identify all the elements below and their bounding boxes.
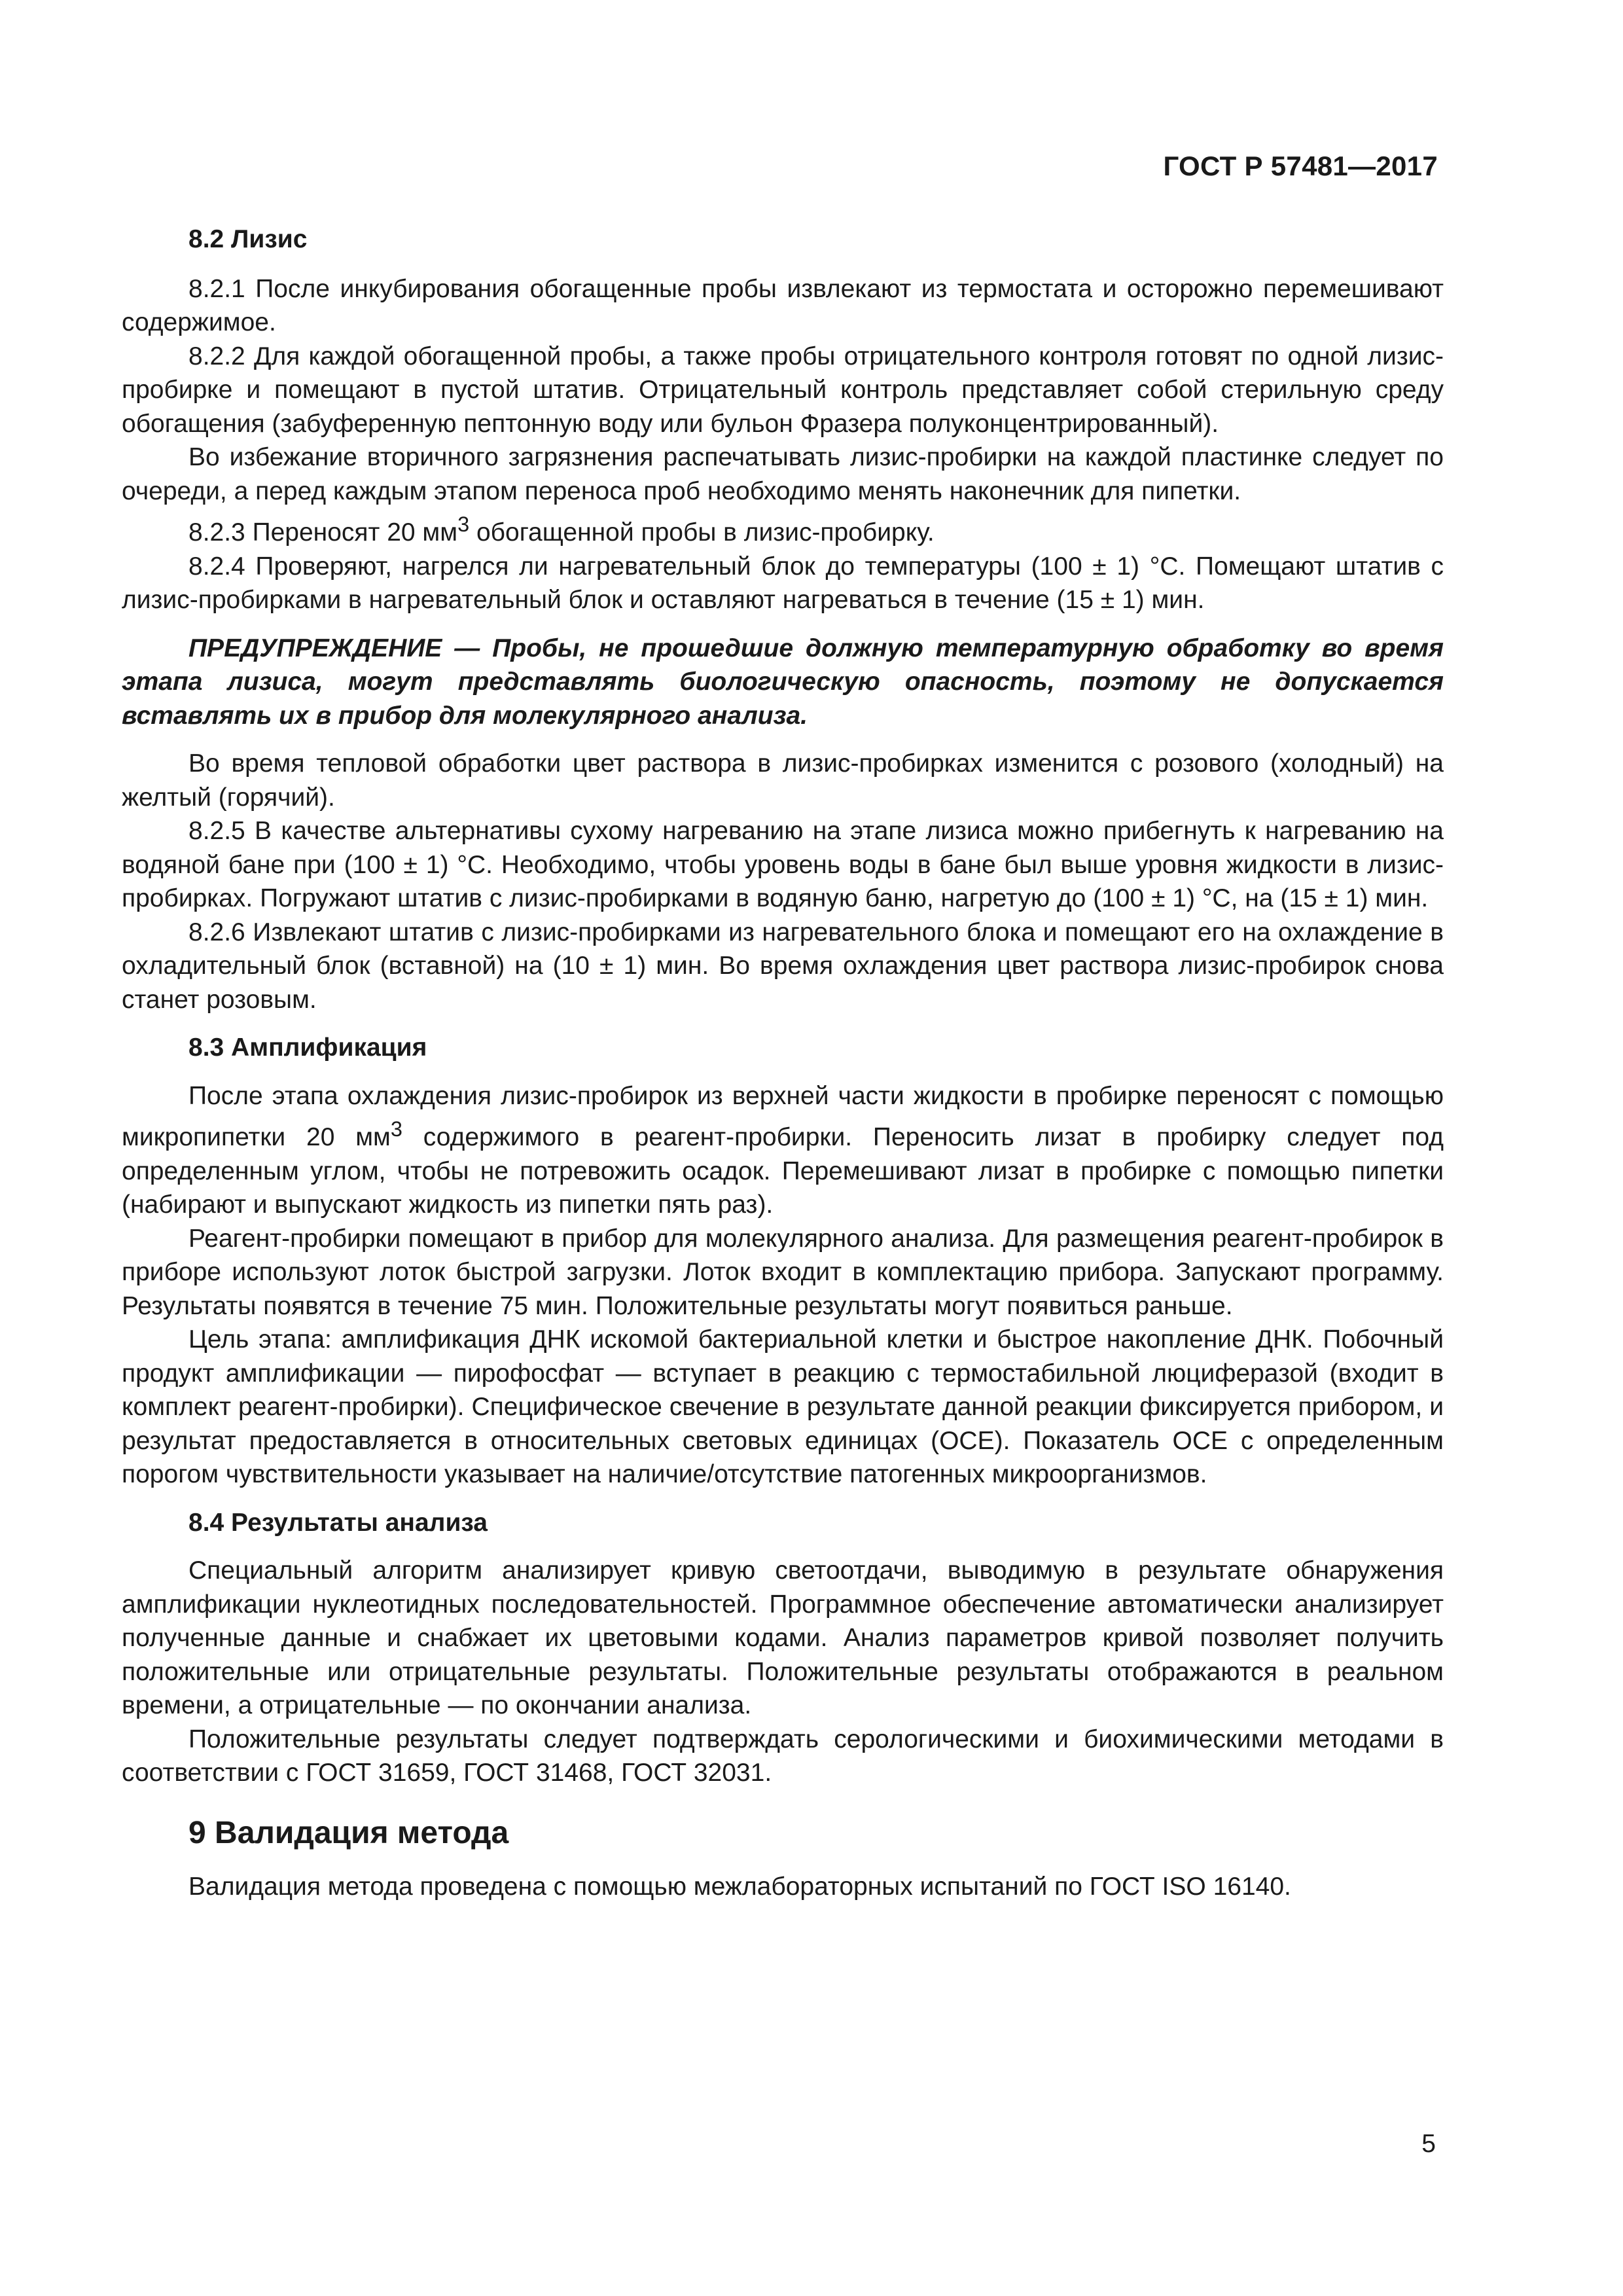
paragraph-algorithm: Специальный алгоритм анализирует кривую светоотдачи, выводимую в результате обнаружения амплификации нуклеотидных последовательностей. Программное обеспечение автоматически анализирует полученные данные и снабжает их цветовыми кодами. Анализ параметров кривой позволяет получить положительные или отрицательные результаты. Положительные результаты отображаются в реальном времени, а отрицательные — по окончании анализа. <box>122 1556 1444 1719</box>
paragraph-8-2-4: 8.2.4 Проверяют, нагрелся ли нагревательный блок до температуры (100 ± 1) °С. Помещают штатив с лизис-пробирками в нагревательный блок и оставляют нагреваться в течение (15 ± 1) мин. <box>122 552 1444 614</box>
section-9-heading: 9 Валидация метода <box>188 1815 509 1850</box>
paragraph-8-2-2: 8.2.2 Для каждой обогащенной пробы, а также пробы отрицательного контроля готовят по одной лизис-пробирке и помещают в пустой штатив. Отрицательный контроль представляет собой стерильную среду обогащения (забуференную пептонную воду или бульон Фразера полуконцентрированный). <box>122 342 1444 438</box>
section-8-2-heading: 8.2 Лизис <box>188 225 308 253</box>
text-fragment: После этапа охлаждения лизис-пробирок из верхней части жидкости в пробирке переносят с помощью микропипетки 20 мм <box>122 1081 1444 1151</box>
document-body <box>122 223 1444 1903</box>
section-8-4-heading: 8.4 Результаты анализа <box>188 1508 488 1537</box>
superscript: 3 <box>457 512 470 536</box>
paragraph-confirmation: Положительные результаты следует подтверждать серологическими и биохимическими методами в соответствии с ГОСТ 31659, ГОСТ 31468, ГОСТ 32031. <box>122 1725 1444 1787</box>
superscript: 3 <box>390 1117 402 1141</box>
paragraph-stage-goal: Цель этапа: амплификация ДНК искомой бактериальной клетки и быстрое накопление ДНК. Побочный продукт амплификации — пирофосфат — вступает в реакцию с термостабильной люциферазой (входит в комплект реагент-пробирки). Специфическое свечение в результате данной реакции фиксируется прибором, и результат предоставляется в относительных световых единицах (ОСЕ). Показатель ОСЕ с определенным порогом чувствительности указывает на наличие/отсутствие патогенных микроорганизмов. <box>122 1325 1444 1488</box>
text-fragment: обогащенной пробы в лизис-пробирку. <box>469 518 935 547</box>
paragraph-contamination: Во избежание вторичного загрязнения распечатывать лизис-пробирки на каждой пластинке следует по очереди, а перед каждым этапом переноса проб необходимо менять наконечник для пипетки. <box>122 443 1444 505</box>
text-fragment: содержимого в реагент-пробирки. Переносить лизат в пробирку следует под определенным углом, чтобы не потревожить осадок. Перемешивают лизат в пробирке с помощью пипетки (набирают и выпускают жидкость из пипетки пять раз). <box>122 1123 1444 1219</box>
paragraph-8-2-3 <box>122 508 1444 550</box>
paragraph-amplification-transfer <box>122 1079 1444 1222</box>
document-number: ГОСТ Р 57481—2017 <box>1163 151 1438 181</box>
page-number: 5 <box>1421 2130 1436 2158</box>
paragraph-reagent-tubes: Реагент-пробирки помещают в прибор для молекулярного анализа. Для размещения реагент-пробирок в приборе используют лоток быстрой загрузки. Лоток входит в комплектацию прибора. Запускают программу. Результаты появятся в течение 75 мин. Положительные результаты могут появиться раньше. <box>122 1224 1444 1320</box>
section-8-3-heading: 8.3 Амплификация <box>188 1033 427 1062</box>
text-fragment: 8.2.3 Переносят 20 мм <box>188 518 458 547</box>
warning-paragraph: ПРЕДУПРЕЖДЕНИЕ — Пробы, не прошедшие должную температурную обработку во время этапа лизиса, могут представлять биологическую опасность, поэтому не допускается вставлять их в прибор для молекулярного анализа. <box>122 634 1444 730</box>
paragraph-8-2-5: 8.2.5 В качестве альтернативы сухому нагреванию на этапе лизиса можно прибегнуть к нагреванию на водяной бане при (100 ± 1) °С. Необходимо, чтобы уровень воды в бане был выше уровня жидкости в лизис-пробирках. Погружают штатив с лизис-пробирками в водяную баню, нагретую до (100 ± 1) °С, на (15 ± 1) мин. <box>122 817 1444 912</box>
paragraph-color-change: Во время тепловой обработки цвет раствора в лизис-пробирках изменится с розового (холодный) на желтый (горячий). <box>122 749 1444 812</box>
paragraph-8-2-6: 8.2.6 Извлекают штатив с лизис-пробирками из нагревательного блока и помещают его на охлаждение в охладительный блок (вставной) на (10 ± 1) мин. Во время охлаждения цвет раствора лизис-пробирок снова станет розовым. <box>122 918 1444 1014</box>
paragraph-validation: Валидация метода проведена с помощью межлабораторных испытаний по ГОСТ ISO 16140. <box>188 1872 1291 1901</box>
paragraph-8-2-1: 8.2.1 После инкубирования обогащенные пробы извлекают из термостата и осторожно перемешивают содержимое. <box>122 274 1444 336</box>
